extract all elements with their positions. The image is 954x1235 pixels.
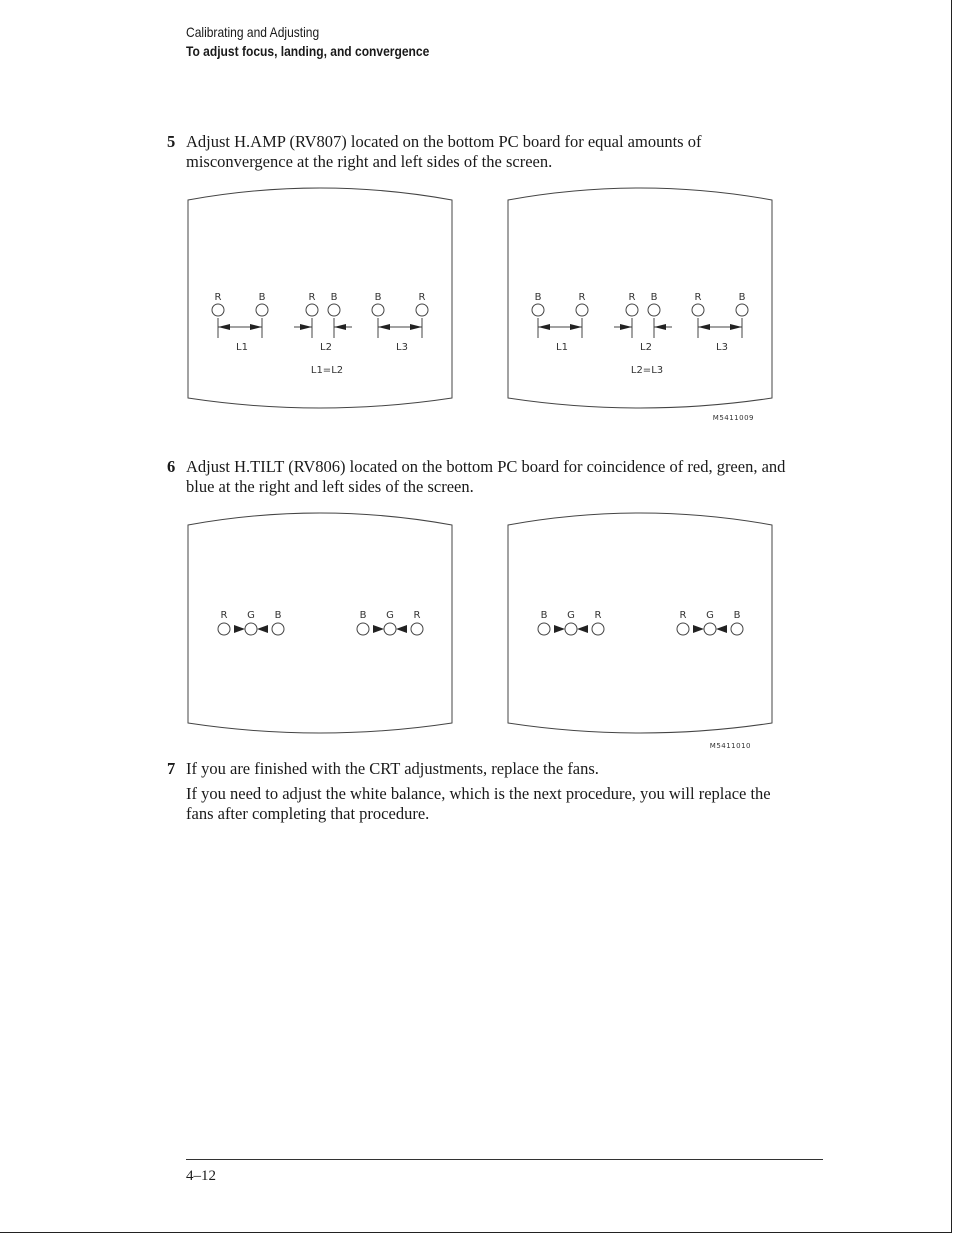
step-number: 6 (167, 457, 176, 476)
crt-screen-right (508, 188, 772, 408)
dot-label: B (374, 292, 382, 303)
convergence-figure (180, 505, 780, 755)
figure-code: M5411010 (709, 742, 751, 750)
dot-label: R (418, 292, 426, 303)
distance-label: L1 (236, 342, 248, 353)
dot-label: R (628, 292, 636, 303)
note-paragraph: If you need to adjust the white balance, which is the next procedure, you will replace the fans after completing that procedure. (186, 784, 771, 823)
dot-label: R (214, 292, 222, 303)
distance-label: L2 (640, 342, 652, 353)
dot-group-2 (294, 292, 352, 353)
distance-label: L1 (556, 342, 568, 353)
dot-label: G (247, 610, 255, 621)
dot-label: R (594, 610, 602, 621)
dot-label: B (330, 292, 338, 303)
running-header-subsection: To adjust focus, landing, and convergence (186, 43, 430, 59)
rgb-dot-group-1 (218, 610, 284, 635)
dot-label: G (706, 610, 714, 621)
dot-label: B (359, 610, 367, 621)
step-number: 5 (167, 132, 176, 151)
dot-label: R (694, 292, 702, 303)
dot-label: B (733, 610, 741, 621)
dot-label: R (308, 292, 316, 303)
page-number: 4–12 (186, 1168, 216, 1184)
step-text: If you are finished with the CRT adjustments, replace the fans. (186, 759, 599, 778)
crt-screen-right (508, 513, 772, 733)
distance-label: L3 (396, 342, 408, 353)
equality-caption: L1=L2 (310, 365, 344, 376)
step-6 (167, 457, 787, 496)
dot-group-3 (372, 292, 428, 353)
crt-screen-left (188, 188, 452, 408)
dot-label: R (679, 610, 687, 621)
dot-label: B (258, 292, 266, 303)
dot-group-3 (692, 292, 748, 353)
dot-group-1 (212, 292, 268, 353)
dot-label: R (413, 610, 421, 621)
step-5 (167, 132, 787, 171)
misconvergence-figure (180, 180, 780, 430)
distance-label: L2 (320, 342, 332, 353)
dot-group-2 (614, 292, 672, 353)
figure-code: M5411009 (712, 414, 754, 422)
equality-caption: L2=L3 (630, 365, 664, 376)
dot-label: B (650, 292, 658, 303)
crt-screen-left (188, 513, 452, 733)
dot-label: B (274, 610, 282, 621)
distance-label: L3 (716, 342, 728, 353)
step-number: 7 (167, 759, 176, 778)
footer-rule (186, 1159, 823, 1160)
dot-label: B (540, 610, 548, 621)
step-7 (167, 759, 787, 779)
dot-label: R (220, 610, 228, 621)
dot-label: G (386, 610, 394, 621)
dot-label: R (578, 292, 586, 303)
dot-label: B (534, 292, 542, 303)
rgb-dot-group-1 (538, 610, 604, 635)
rgb-dot-group-2 (357, 610, 423, 635)
step-text: Adjust H.AMP (RV807) located on the bottom PC board for equal amounts of misconvergence at the right and left sides of the screen. (186, 132, 702, 171)
rgb-dot-group-2 (677, 610, 743, 635)
running-header-section: Calibrating and Adjusting (186, 24, 320, 40)
page-border-bottom (0, 1232, 952, 1233)
dot-label: G (567, 610, 575, 621)
step-text: Adjust H.TILT (RV806) located on the bottom PC board for coincidence of red, green, and blue at the right and left sides of the screen. (186, 457, 786, 496)
dot-label: B (738, 292, 746, 303)
dot-group-1 (532, 292, 588, 353)
page-border-right (951, 0, 952, 1233)
